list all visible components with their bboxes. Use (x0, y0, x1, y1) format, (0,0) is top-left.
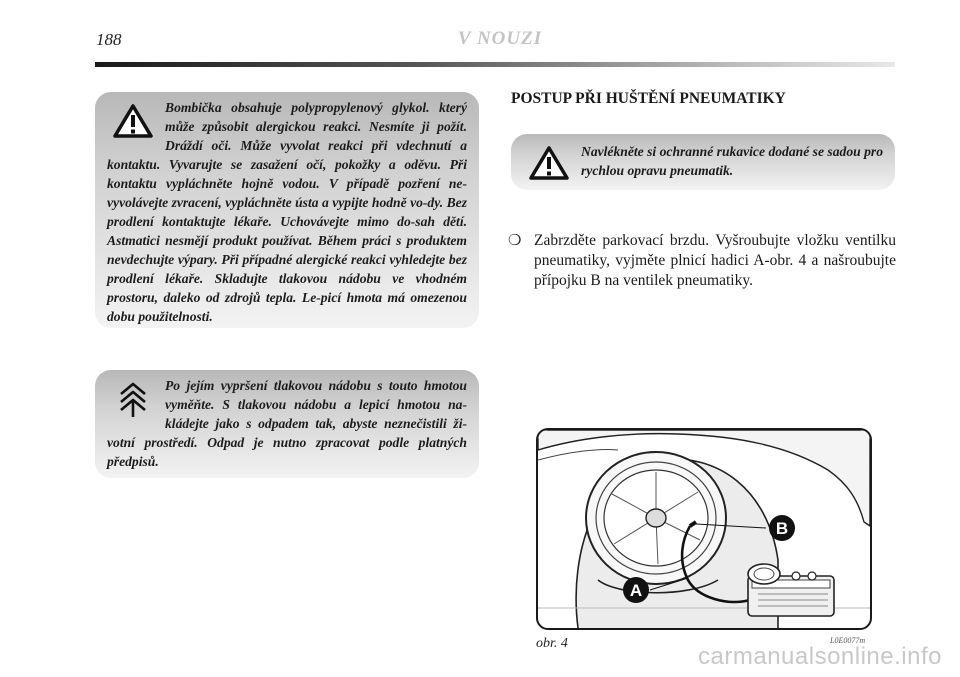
warning-triangle-icon (523, 142, 575, 184)
step-item (508, 231, 896, 291)
warning-box (95, 92, 479, 328)
warning-triangle-icon (107, 100, 159, 142)
section-title: V NOUZI (457, 28, 543, 49)
header-rule (95, 62, 895, 67)
callout-a-label: A (629, 581, 643, 600)
environment-box (95, 370, 479, 478)
callout-a (623, 577, 649, 603)
watermark: carmanualsonline.info (698, 643, 942, 670)
step-text: Zabrzděte parkovací brzdu. Vyšroubujte vložku ventilku pneumatiky, vyjměte plnicí hadici A-obr. 4 a našroubujte přípojku B na ventilek pneumatiky. (534, 232, 896, 289)
gloves-warning-box (511, 134, 895, 190)
figure-code: L0E0077m (830, 636, 866, 645)
bullet-circle-icon: ❍ (508, 233, 522, 249)
procedure-heading: POSTUP PŘI HUŠTĚNÍ PNEUMATIKY (511, 90, 786, 107)
figure-label: obr. 4 (536, 636, 568, 651)
environment-tree-icon (107, 378, 159, 420)
gloves-warning-text: Navlékněte si ochranné rukavice dodané se sadou pro rychlou opravu pneumatik. (581, 144, 883, 178)
environment-box-text: Po jejím vypršení tlakovou nádobu s touto hmotou vyměňte. S tlakovou nádobu a lepicí hmotou na-kládejte jako s odpadem tak, abyste neznečistili ži-votní prostředí. Odpad je nutno zpracovat podle platných předpisů. (107, 378, 467, 469)
page-number: 188 (96, 30, 122, 49)
figure-illustration (536, 428, 872, 630)
warning-box-text: Bombička obsahuje polypropylenový glykol. který může způsobit alergickou reakci. Nesmíte ji požít. Dráždí oči. Může vyvolat reakci při vdechnutí a kontaktu. Vyvarujte se zasažení očí, pokožky a oděvu. Při kontaktu vypláchněte hojně vodou. V případě pozření ne-vyvolávejte zvracení, vypláchněte ústa a vypijte hodně vo-dy. Bez prodlení kontaktujte lékaře. Uchovávejte mimo do-sah dětí. Astmatici nesmějí produkt používat. Během práci s produktem nevdechujte výpary. Při případné alergické reakci vyhledejte bez prodlení lékaře. Skladujte tlakovou nádobu ve vhodném prostoru, daleko od zdrojů tepla. Le-picí hmota má omezenou dobu použitelnosti. (107, 100, 467, 324)
callout-b-label: B (775, 519, 789, 538)
callout-b (769, 515, 795, 541)
